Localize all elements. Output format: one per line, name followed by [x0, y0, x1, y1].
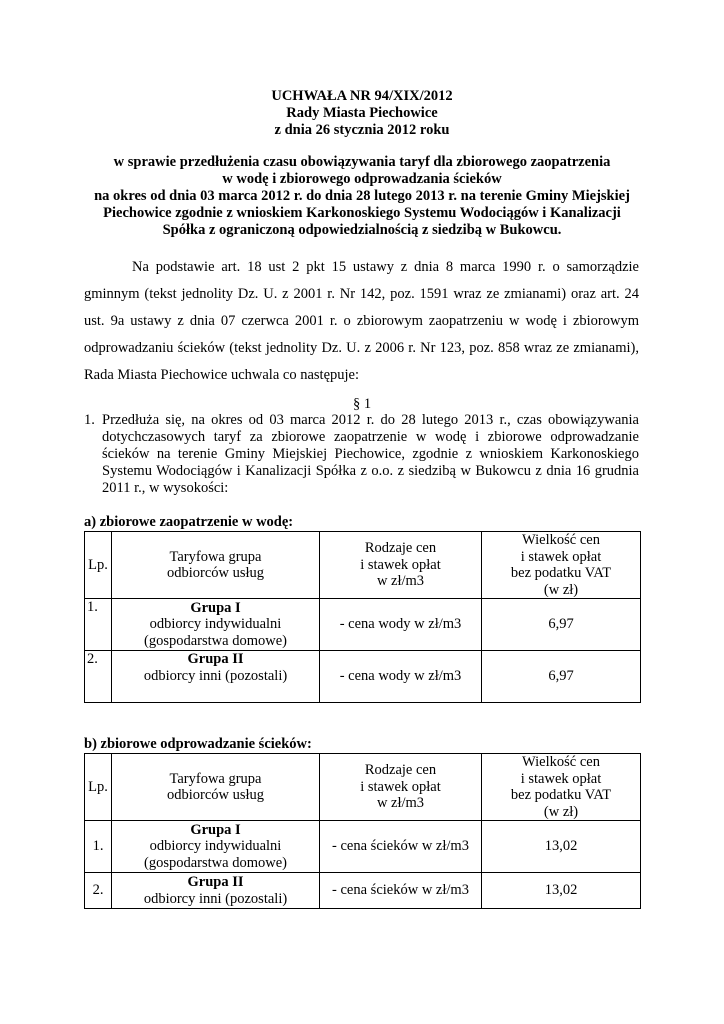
- resolution-date: z dnia 26 stycznia 2012 roku: [274, 122, 450, 138]
- header-price-value: Wielkość cen i stawek opłat bez podatku VAT (w zł): [482, 532, 641, 599]
- row-price-value: 13,02: [482, 821, 641, 873]
- row-price-type: - cena wody w zł/m3: [320, 599, 482, 651]
- section-mark: § 1: [352, 396, 372, 412]
- row-group: Grupa I odbiorcy indywidualni (gospodarstwa domowe): [112, 599, 320, 651]
- table-row: [85, 821, 641, 873]
- row-price-type: - cena ścieków w zł/m3: [320, 873, 482, 909]
- row-group: Grupa I odbiorcy indywidualni (gospodarstwa domowe): [112, 821, 320, 873]
- subject-line: na okres od dnia 03 marca 2012 r. do dnia 28 lutego 2013 r. na terenie Gminy Miejskiej: [94, 188, 630, 204]
- row-price-type: - cena ścieków w zł/m3: [320, 821, 482, 873]
- row-price-value: 6,97: [482, 599, 641, 651]
- item-text: Przedłuża się, na okres od 03 marca 2012 r. do 28 lutego 2013 r., czas obowiązywania dotychczasowych taryf za zbiorowe zaopatrzenie w wodę i zbiorowe odprowadzanie ścieków na terenie Gminy Miejskiej Piechowice, zgodnie z wnioskiem Karkonoskiego Systemu Wodociągów i Kanalizacji Spółka z o.o. z siedzibą w Bukowcu z dnia 16 grudnia 2011 r., w wysokości:: [102, 412, 639, 496]
- table-row: [85, 651, 641, 703]
- row-lp: 1.: [85, 821, 112, 873]
- header-price-value: Wielkość cen i stawek opłat bez podatku VAT (w zł): [482, 754, 641, 821]
- table-row: [85, 599, 641, 651]
- subject-line: Spółka z ograniczoną odpowiedzialnością z siedzibą w Bukowcu.: [162, 222, 562, 238]
- subject-line: Piechowice zgodnie z wnioskiem Karkonoskiego Systemu Wodociągów i Kanalizacji: [103, 205, 621, 221]
- row-lp: 1.: [85, 599, 112, 651]
- sewage-table-heading: b) zbiorowe odprowadzanie ścieków:: [84, 736, 312, 752]
- header-price-type: Rodzaje cen i stawek opłat w zł/m3: [320, 754, 482, 821]
- table-row: [85, 873, 641, 909]
- row-group: Grupa II odbiorcy inni (pozostali): [112, 651, 320, 703]
- subject-line: w sprawie przedłużenia czasu obowiązywania taryf dla zbiorowego zaopatrzenia: [113, 154, 611, 170]
- item-number: 1.: [84, 412, 95, 428]
- resolution-header: [60, 88, 664, 139]
- row-price-value: 6,97: [482, 651, 641, 703]
- resolution-subject: [60, 154, 664, 239]
- row-lp: 2.: [85, 873, 112, 909]
- water-table-heading: a) zbiorowe zaopatrzenie w wodę:: [84, 514, 294, 530]
- legal-basis-paragraph: [84, 254, 639, 389]
- water-tariff-table: [84, 531, 641, 703]
- table-header-row: [85, 754, 641, 821]
- row-group: Grupa II odbiorcy inni (pozostali): [112, 873, 320, 909]
- header-group: Taryfowa grupa odbiorców usług: [112, 532, 320, 599]
- header-group: Taryfowa grupa odbiorców usług: [112, 754, 320, 821]
- sewage-tariff-table: [84, 753, 641, 909]
- preamble-text: Na podstawie art. 18 ust 2 pkt 15 ustawy z dnia 8 marca 1990 r. o samorządzie gminnym (tekst jednolity Dz. U. z 2001 r. Nr 142, poz. 1591 wraz ze zmianami) oraz art. 24 ust. 9a ustawy z dnia 07 czerwca 2001 r. o zbiorowym zaopatrzeniu w wodę i zbiorowym odprowadzaniu ścieków (tekst jednolity Dz. U. z 2006 r. Nr 123, poz. 858 wraz ze zmianami), Rada Miasta Piechowice uchwala co następuje:: [84, 259, 639, 383]
- header-lp: Lp.: [85, 532, 112, 599]
- header-price-type: Rodzaje cen i stawek opłat w zł/m3: [320, 532, 482, 599]
- section-item: [84, 412, 639, 497]
- row-lp: 2.: [85, 651, 112, 703]
- header-lp: Lp.: [85, 754, 112, 821]
- subject-line: w wodę i zbiorowego odprowadzania ścieków: [222, 171, 502, 187]
- table-header-row: [85, 532, 641, 599]
- resolution-title: UCHWAŁA NR 94/XIX/2012: [271, 88, 453, 104]
- council-name: Rady Miasta Piechowice: [286, 105, 438, 121]
- row-price-type: - cena wody w zł/m3: [320, 651, 482, 703]
- row-price-value: 13,02: [482, 873, 641, 909]
